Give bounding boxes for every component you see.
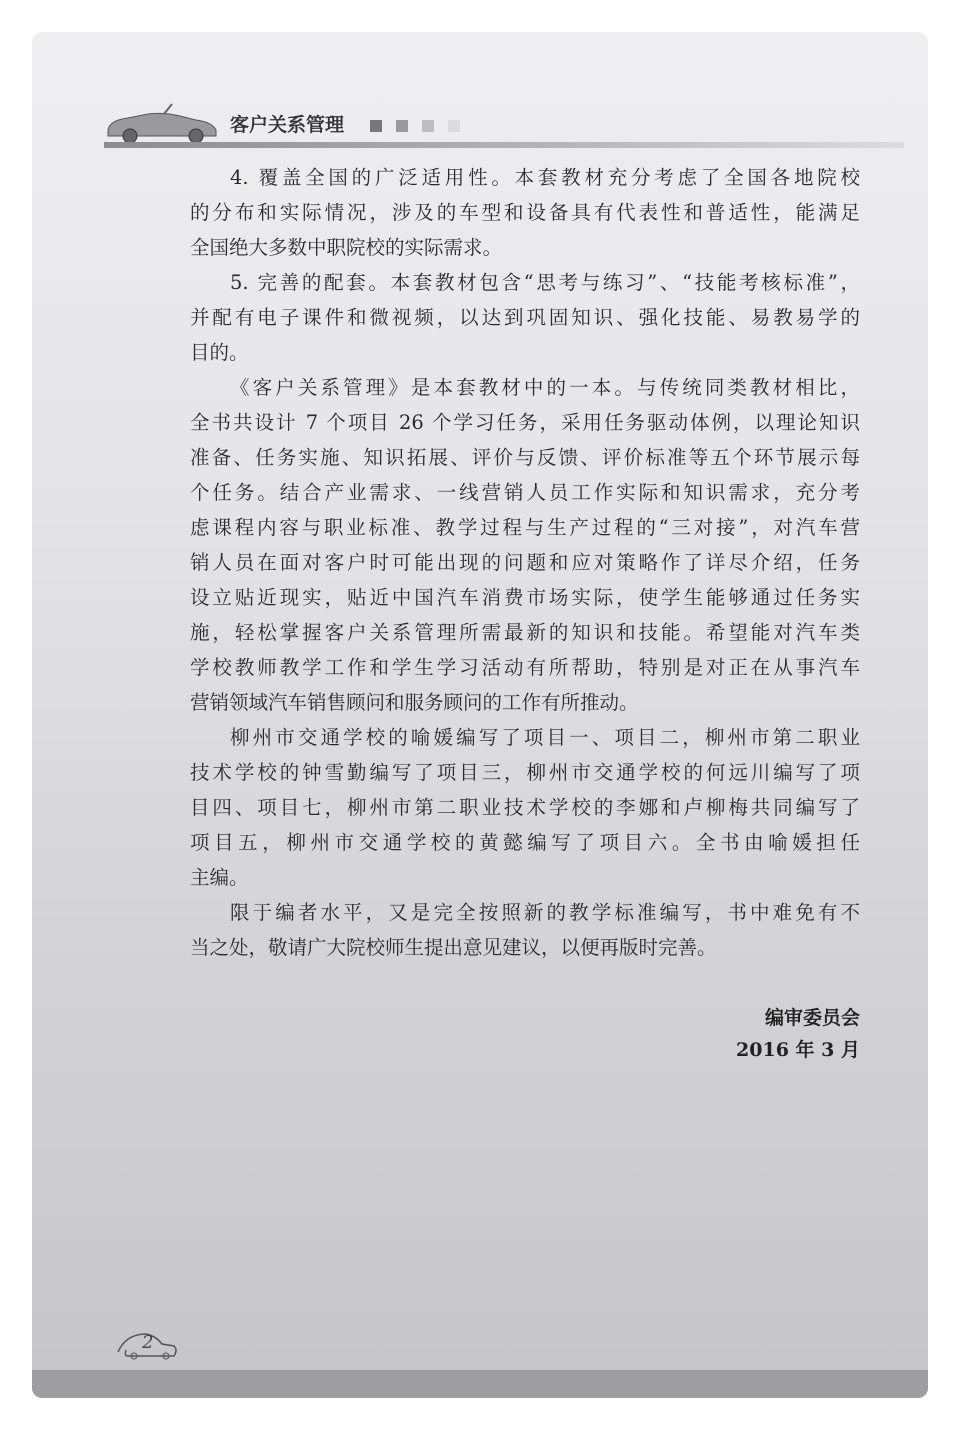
- text-line: 并配有电子课件和微视频，以达到巩固知识、强化技能、易教易学的: [190, 306, 860, 329]
- text-line: 全书共设计 7 个项目 26 个学习任务，采用任务驱动体例，以理论知识: [190, 411, 860, 434]
- header-title: 客户关系管理: [230, 114, 345, 136]
- text-line: 准备、任务实施、知识拓展、评价与反馈、评价标准等五个环节展示每: [190, 446, 860, 469]
- text-line: 项目五，柳州市交通学校的黄懿编写了项目六。全书由喻媛担任: [190, 831, 860, 854]
- text-line: 设立贴近现实，贴近中国汽车消费市场实际，使学生能够通过任务实: [190, 586, 860, 609]
- text-line: 虑课程内容与职业标准、教学过程与生产过程的“三对接”，对汽车营: [190, 516, 860, 539]
- text-line: 4. 覆盖全国的广泛适用性。本套教材充分考虑了全国各地院校: [230, 166, 860, 189]
- running-header: [104, 100, 904, 150]
- text-line: 个任务。结合产业需求、一线营销人员工作实际和知识需求，充分考: [190, 481, 860, 504]
- text-line: 全国绝大多数中职院校的实际需求。: [190, 236, 503, 259]
- book-page: [32, 32, 928, 1398]
- text-line: 营销领域汽车销售顾问和服务顾问的工作有所推动。: [190, 691, 639, 714]
- text-line: 主编。: [190, 866, 249, 889]
- text-line: 限于编者水平，又是完全按照新的教学标准编写，书中难免有不: [230, 901, 860, 924]
- header-square: [422, 120, 434, 132]
- header-rule: [104, 142, 904, 148]
- header-square: [370, 120, 382, 132]
- text-line: 学校教师教学工作和学生学习活动有所帮助，特别是对正在从事汽车: [190, 656, 860, 679]
- text-line: 柳州市交通学校的喻媛编写了项目一、项目二，柳州市第二职业: [230, 726, 860, 749]
- text-line: 目四、项目七，柳州市第二职业技术学校的李娜和卢柳梅共同编写了: [190, 796, 860, 819]
- text-line: 销人员在面对客户时可能出现的问题和应对策略作了详尽介绍，任务: [190, 551, 860, 574]
- bottom-band: [32, 1370, 928, 1398]
- text-line: 5. 完善的配套。本套教材包含“思考与练习”、“技能考核标准”，: [230, 271, 860, 294]
- text-line: 施，轻松掌握客户关系管理所需最新的知识和技能。希望能对汽车类: [190, 621, 860, 644]
- signature-org: 编审委员会: [764, 1007, 860, 1029]
- text-line: 的分布和实际情况，涉及的车型和设备具有代表性和普适性，能满足: [190, 201, 860, 224]
- header-square: [448, 120, 460, 132]
- page-number: [116, 1328, 180, 1364]
- text-line: 《客户关系管理》是本套教材中的一本。与传统同类教材相比，: [230, 376, 860, 399]
- text-line: 技术学校的钟雪勤编写了项目三，柳州市交通学校的何远川编写了项: [190, 761, 860, 784]
- signature: [736, 1002, 860, 1066]
- header-square: [396, 120, 408, 132]
- text-line: 目的。: [190, 341, 249, 364]
- signature-date: 2016 年 3 月: [736, 1039, 860, 1061]
- text-line: 当之处，敬请广大院校师生提出意见建议，以便再版时完善。: [190, 936, 717, 959]
- body-text: [190, 160, 860, 965]
- car-icon: [104, 100, 224, 144]
- page-number-text: 2: [142, 1332, 154, 1353]
